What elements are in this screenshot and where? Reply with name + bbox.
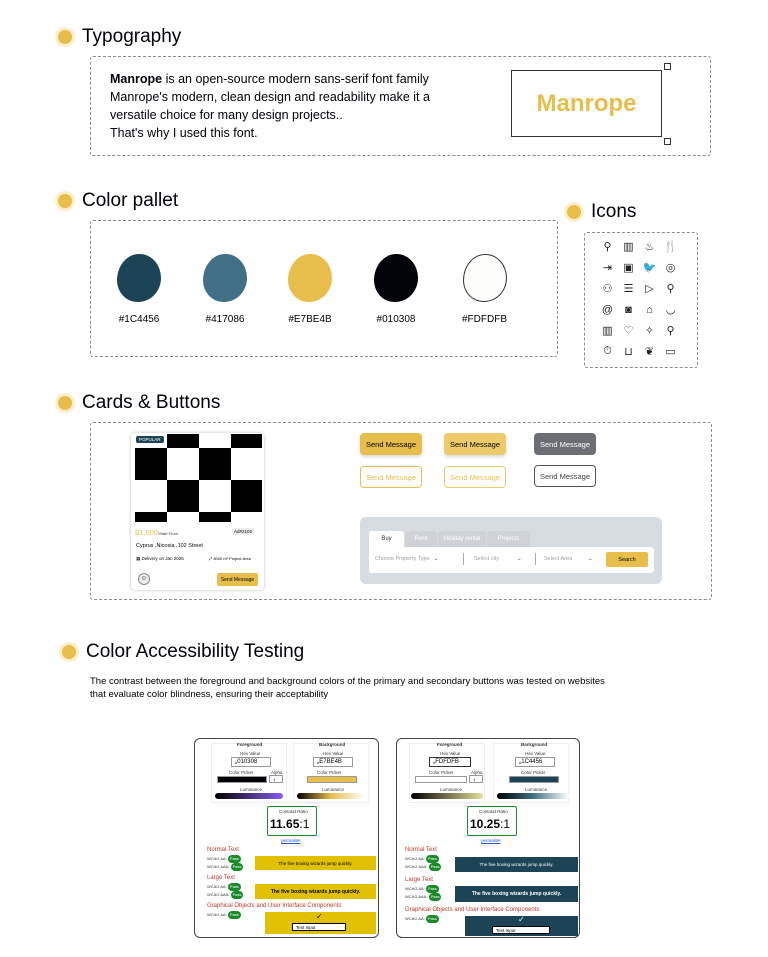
- checkmark-icon: ✓: [316, 912, 323, 921]
- pass-badge: Pass: [430, 864, 440, 869]
- pass-badge: Pass: [427, 916, 437, 921]
- large-text-sample: The five boxing wizards jump quickly.: [455, 886, 578, 902]
- email-icon: @: [601, 303, 614, 316]
- cards-buttons-heading: Cards & Buttons: [58, 392, 220, 414]
- playlist-icon: ☰: [623, 283, 634, 295]
- search-icon: ⚲: [603, 241, 612, 253]
- pass-badge: Pass: [229, 912, 239, 917]
- text-input-sample[interactable]: Text Input: [292, 923, 346, 931]
- area-select[interactable]: Select Area ⌄: [544, 556, 593, 562]
- alpha-input[interactable]: 1: [269, 775, 283, 783]
- color-blob: [374, 254, 418, 302]
- tab-holiday-rental[interactable]: Holiday rental: [438, 531, 486, 547]
- large-text-sample: The five boxing wizards jump quickly.: [255, 884, 376, 899]
- color-pallet-heading: Color pallet: [58, 190, 178, 212]
- color-blob: [463, 254, 507, 302]
- tab-projects[interactable]: Projects: [487, 531, 530, 547]
- pass-badge: Pass: [427, 856, 437, 861]
- pass-badge: Pass: [427, 886, 437, 891]
- card-area: ⤢ 5000 m² Project Area: [209, 556, 251, 561]
- heart-icon[interactable]: ♡: [249, 436, 257, 445]
- contrast-checker-secondary: Foreground Background Hex Value Hex Value # FDFDFB # 1C4456 Color Picker Alpha Color Picker 1 Luminance Luminance Contrast Ratio 10.25:1 permalink Normal Text WCAG AA: Pass WCAG AAA: Pass The five boxing wizards jump quickly. Large Text WCAG AA: Pass WCAG AAA: Pass The five boxing wizards jump quickly. Graphical Objects and User Interface Components WCAG AA: Pass ✓ Text Input: [396, 738, 580, 938]
- property-card[interactable]: [131, 433, 264, 590]
- avatar: ☺: [138, 573, 150, 585]
- youtube-icon: ▣: [623, 262, 634, 274]
- foreground-hex-input[interactable]: # 010308: [231, 757, 271, 767]
- city-select[interactable]: Select city ⌄: [474, 556, 522, 562]
- play-icon: ▷: [645, 283, 654, 295]
- pass-badge: Pass: [430, 894, 440, 899]
- foreground-hex-input[interactable]: # FDFDFB: [429, 757, 471, 767]
- accessibility-heading: Color Accessibility Testing: [62, 641, 304, 663]
- bathtub-icon: ◡: [665, 304, 676, 316]
- background-hex-input[interactable]: # 1C4456: [515, 757, 555, 767]
- bullet-dot-icon: [62, 645, 76, 659]
- sofa-icon: ⊔: [624, 346, 633, 358]
- contrast-ratio-value: 11.65:1: [270, 817, 310, 831]
- icons-heading: Icons: [567, 201, 636, 223]
- divider: [463, 553, 464, 565]
- map-icon: ▥: [602, 325, 613, 337]
- pass-badge: Pass: [229, 856, 239, 861]
- background-color-picker[interactable]: [509, 776, 559, 783]
- normal-text-sample: The five boxing wizards jump quickly.: [255, 856, 376, 870]
- contrast-checker-primary: Foreground Background Hex Value Hex Value # 010308 # E7BE4B Color Picker Alpha Color Picker 1 Luminance Luminance Contrast Ratio 11.65:1 permalink Normal Text WCAG AA: Pass WCAG AAA: Pass The five boxing wizards jump quickly. Large Text WCAG AA: Pass WCAG AAA: Pass The five boxing wizards jump quickly. Graphical Objects and User Interface Components WCAG AA: Pass ✓ Text Input: [194, 738, 379, 938]
- send-message-button-outline[interactable]: Send Message: [360, 466, 422, 488]
- factory-icon: ⌂: [646, 303, 653, 316]
- map-icon: ▥: [623, 241, 634, 253]
- background-luminance-slider[interactable]: [497, 793, 569, 799]
- checkmark-icon: ✓: [518, 915, 525, 924]
- calendar-icon: ▦: [136, 556, 142, 561]
- foreground-color-picker[interactable]: [217, 776, 267, 783]
- font-sample-box: Manrope: [511, 70, 662, 137]
- tab-buy[interactable]: Buy: [369, 531, 404, 547]
- resize-handle[interactable]: [664, 138, 671, 145]
- pass-badge: Pass: [232, 864, 242, 869]
- ruler-icon: ⤢: [209, 556, 214, 561]
- contrast-ratio-box: Contrast Ratio 11.65:1: [267, 806, 317, 836]
- background-color-picker[interactable]: [307, 776, 357, 783]
- timer-icon: ⏱: [603, 345, 612, 357]
- pass-badge: Pass: [232, 892, 242, 897]
- chevron-down-icon: ⌄: [588, 556, 593, 562]
- swatch-1c4456: #1C4456: [117, 254, 161, 325]
- whatsapp-icon: ◎: [665, 262, 676, 274]
- foreground-luminance-slider[interactable]: [411, 793, 483, 799]
- permalink-link[interactable]: permalink: [481, 838, 501, 843]
- restaurant-icon: 🍴: [663, 241, 678, 253]
- swatch-e7be4b: #E7BE4B: [288, 254, 332, 325]
- typography-heading: Typography: [58, 26, 181, 48]
- color-blob: [203, 254, 247, 302]
- bullet-dot-icon: [58, 194, 72, 208]
- contrast-ratio-value: 10.25:1: [470, 817, 511, 831]
- alpha-input[interactable]: 1: [469, 775, 483, 783]
- foreground-luminance-slider[interactable]: [215, 793, 283, 799]
- text-input-sample[interactable]: Text Input: [492, 926, 550, 934]
- chevron-down-icon: ⌄: [517, 556, 522, 562]
- color-blob: [117, 254, 161, 302]
- card-ad-id: Ad#2102: [234, 529, 253, 534]
- send-message-button-disabled[interactable]: Send Message: [534, 433, 596, 455]
- send-message-button-outline-dark[interactable]: Send Message: [534, 465, 596, 487]
- search-icon: ⚲: [666, 325, 675, 337]
- plant-icon: ❦: [644, 346, 655, 358]
- normal-text-sample: The five boxing wizards jump quickly.: [455, 857, 578, 872]
- sparkle-icon: ✧: [644, 325, 655, 337]
- pool-icon: ♨: [644, 241, 655, 253]
- bullet-dot-icon: [567, 205, 581, 219]
- swatch-417086: #417086: [203, 254, 247, 325]
- search-icon: ⚲: [666, 283, 675, 295]
- swatch-fdfdfb: #FDFDFB: [462, 254, 507, 325]
- resize-handle[interactable]: [664, 63, 671, 70]
- card-location: Cyprus ,Nicosia ,102 Street: [136, 543, 203, 549]
- card-send-message-button[interactable]: Send Message: [217, 573, 258, 586]
- pass-badge: Pass: [229, 884, 239, 889]
- background-luminance-slider[interactable]: [297, 793, 365, 799]
- foreground-color-picker[interactable]: [415, 776, 467, 783]
- divider: [535, 553, 536, 565]
- search-button[interactable]: Search: [606, 552, 648, 567]
- heart-icon: ♡: [623, 325, 634, 337]
- send-message-button-primary[interactable]: Send Message: [360, 433, 422, 455]
- user-icon: ⚇: [602, 283, 613, 295]
- contrast-ratio-box: Contrast Ratio 10.25:1: [467, 806, 517, 836]
- instagram-icon: ◙: [625, 303, 632, 316]
- background-hex-input[interactable]: # E7BE4B: [313, 757, 353, 767]
- carousel-dots-icon[interactable]: ●●●: [185, 514, 199, 520]
- login-icon: ⇥: [602, 262, 613, 274]
- send-message-button-hover[interactable]: Send Message: [444, 433, 506, 455]
- color-blob: [288, 254, 332, 302]
- twitter-icon: 🐦: [642, 262, 657, 274]
- permalink-link[interactable]: permalink: [281, 838, 301, 843]
- popular-badge: POPULAR: [136, 436, 164, 443]
- property-type-select[interactable]: Choose Property Type ⌄: [375, 556, 439, 562]
- property-image: [133, 434, 262, 522]
- bullet-dot-icon: [58, 30, 72, 44]
- card-delivery: ▦ Delivery on Jan 2025: [136, 556, 184, 561]
- accessibility-description: The contrast between the foreground and background colors of the primary and secondary buttons was tested on websites that evaluate color blindness, ensuring their acceptability: [90, 676, 605, 700]
- icon-grid: [597, 236, 681, 362]
- tab-rent[interactable]: Rent: [405, 531, 437, 547]
- chevron-down-icon: ⌄: [433, 556, 439, 562]
- bullet-dot-icon: [58, 396, 72, 410]
- typography-description: Manrope is an open-source modern sans-serif font family Manrope's modern, clean design and readability make it a versatile choice for many design projects.. That's why I used this font.: [110, 72, 430, 140]
- send-message-button-outline-hover[interactable]: Send Message: [444, 466, 506, 488]
- card-icon: ▭: [665, 346, 676, 358]
- card-price: $1,600/Start From: [135, 528, 178, 537]
- swatch-010308: #010308: [374, 254, 418, 325]
